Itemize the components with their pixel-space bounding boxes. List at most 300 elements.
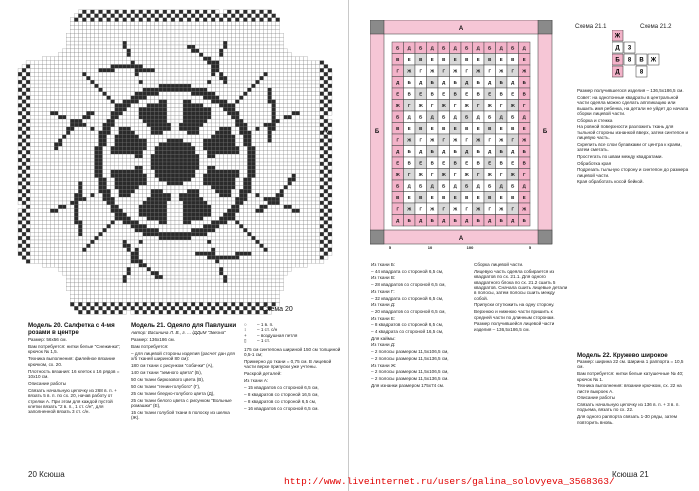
scale-tick: 5: [528, 245, 532, 250]
patch-letter: Е: [499, 194, 503, 200]
patch-letter: Е: [522, 125, 526, 131]
patch-letter: Д: [430, 114, 434, 120]
border-letter: Б: [374, 129, 380, 135]
text-line: Из ткани Д:: [371, 302, 396, 308]
patch-letter: Е: [465, 160, 469, 166]
patch-letter: Б: [522, 79, 526, 85]
border-letter: А: [458, 236, 464, 242]
patch-letter: Г: [488, 68, 491, 74]
quilt-corner: [538, 20, 552, 34]
patch-letter: Ж: [464, 102, 469, 108]
patch-letter: Б: [488, 183, 492, 189]
patch-letter: Е: [499, 56, 503, 62]
text-line: Совет: на однотонные квадраты в центральной части одеяла можно сделать аппликацию или вышить имя ребенка, на детали не уйдет до начала сборки лицевой части.: [577, 94, 689, 116]
patch-letter: Д: [396, 217, 400, 223]
patch-letter: Г: [396, 206, 399, 212]
patch-letter: Г: [419, 206, 422, 212]
patch-letter: Ж: [522, 68, 527, 74]
text-line: – 8 квадратов со стороной 6,5 см,: [371, 322, 444, 328]
legend-symbol: ▯: [244, 338, 247, 344]
text-line: 25 см ткани бледно-голубого цвета (Д),: [131, 390, 215, 396]
patch-letter: Г: [442, 68, 445, 74]
patch-letter: Г: [511, 68, 514, 74]
patch-letter: Б: [442, 183, 446, 189]
patch-letter: Б: [476, 79, 480, 85]
patch-letter: Г: [500, 102, 503, 108]
patch-letter: Б: [430, 79, 434, 85]
text-line: Припуски отутюжить на одну сторону.: [474, 302, 555, 308]
text-line: 175 см синтепона шириной 150 см толщиной 0,5-1 см;: [244, 346, 341, 358]
patch-letter: Г: [419, 68, 422, 74]
patch-letter: Б: [476, 217, 480, 223]
patch-letter: Г: [408, 102, 411, 108]
patch-letter: Ж: [453, 68, 458, 74]
block-letter: 8: [627, 57, 632, 64]
patch-letter: Ж: [510, 102, 515, 108]
article-title: Модель 22. Кружево широкое: [577, 352, 668, 359]
patch-letter: В: [465, 194, 469, 200]
patch-letter: Б: [511, 183, 515, 189]
patch-letter: Г: [523, 102, 526, 108]
text-line: Для одного раппорта связать 1-30 ряды, затем повторить вновь.: [577, 414, 677, 425]
text-line: Размер получившейся лицевой части изделия – 136,5х186,5 см.: [474, 321, 555, 332]
text-line: Техника выполнения: вязание крючком, сх. 22 на листе выкроек А.: [577, 383, 682, 394]
scheme-21-2-label: Схема 21.2: [640, 24, 672, 30]
text-line: Верхнюю и нижнюю части пришить к средней части по длинным сторонам.: [474, 309, 555, 320]
patch-letter: Ж: [407, 68, 412, 74]
patch-letter: В: [453, 91, 457, 97]
patch-letter: Б: [407, 148, 411, 154]
patch-letter: В: [442, 56, 446, 62]
text-line: Скрепить все слои булавками от центра к краям, затем сметать.: [577, 141, 682, 153]
patch-letter: Ж: [499, 137, 504, 143]
patch-letter: Б: [407, 217, 411, 223]
block-letter: 3: [627, 45, 632, 52]
quilt-corner: [538, 230, 552, 244]
text-line: – 2 полосы размером 11,5х136,5 см.: [371, 375, 449, 381]
text-line: Примерно до ткани = 0,75 см. В лицевой части верхе припуски уже учтены.: [244, 358, 332, 370]
patch-letter: В: [511, 56, 515, 62]
patch-letter: В: [511, 194, 515, 200]
patch-letter: Б: [453, 217, 457, 223]
block-letter: Д: [615, 45, 620, 52]
patch-letter: Ж: [476, 137, 481, 143]
patch-letter: Б: [407, 79, 411, 85]
patch-letter: Е: [465, 91, 469, 97]
patch-letter: Д: [407, 183, 411, 189]
patch-letter: В: [488, 125, 492, 131]
patch-letter: Б: [396, 114, 400, 120]
patch-letter: Е: [419, 160, 423, 166]
patch-letter: Е: [488, 91, 492, 97]
patch-letter: Е: [407, 125, 411, 131]
patch-letter: Е: [453, 56, 457, 62]
text-line: На ровной поверхности разложить ткань для тыльной стороны изнанкой вверх, затем синтепон и лицевую часть.: [577, 124, 689, 141]
source-watermark: http://www.liveinternet.ru/users/galina_solovyeva_3568363/: [284, 476, 615, 487]
patch-letter: Ж: [499, 206, 504, 212]
article-model-21: [131, 322, 239, 472]
text-line: Связать начальную цепочку из 136 в. п. + 3 в. п. подъема, вязать по сх. 22.: [577, 402, 680, 413]
legend-text: – воздушная петля: [257, 332, 298, 338]
patch-letter: Б: [476, 148, 480, 154]
patch-letter: Б: [442, 45, 446, 51]
patch-letter: В: [419, 194, 423, 200]
article-title: Модель 20. Салфетка с 4-мя розами в центре: [28, 322, 115, 336]
text-line: Для изнанки размером 175х74 см.: [371, 382, 445, 388]
patch-letter: Ж: [476, 68, 481, 74]
text-line: Лицевую часть одеяла собирается из квадратов по сх. 21.1. Для одного квадратного блока по сх. 21.2 сшить 5 квадратов. Сначала сшить лицевые детали в полосы, затем полосы сшить между собой.: [474, 268, 568, 301]
patch-letter: Г: [477, 171, 480, 177]
article-author: Автор: Васинина Л. В., г. ... /ДДиМ "Звезна": [131, 330, 226, 335]
patch-letter: Д: [396, 79, 400, 85]
block-letter: Ж: [650, 57, 657, 64]
text-line: 140 см ткани "земного цвета" (Б),: [131, 369, 203, 375]
patch-letter: Е: [522, 56, 526, 62]
patch-letter: Д: [476, 114, 480, 120]
patch-letter: Е: [396, 160, 400, 166]
patch-letter: Ж: [453, 137, 458, 143]
patch-letter: В: [499, 91, 503, 97]
patch-letter: Д: [499, 183, 503, 189]
assembly-text: [474, 262, 570, 467]
patch-letter: Ж: [418, 171, 423, 177]
patch-letter: В: [419, 56, 423, 62]
patch-letter: Д: [511, 148, 515, 154]
patch-letter: Ж: [441, 171, 446, 177]
text-line: – 2 полосы размером 11,5х106,5 см,: [371, 369, 449, 375]
patch-letter: Ж: [441, 102, 446, 108]
patch-letter: Ж: [464, 171, 469, 177]
patch-letter: Б: [430, 148, 434, 154]
text-line: 50 см ткани "гении-голубого" (Г),: [131, 383, 201, 389]
patch-letter: Б: [442, 114, 446, 120]
patch-letter: Б: [453, 148, 457, 154]
patch-letter: Д: [442, 79, 446, 85]
patch-letter: Д: [430, 183, 434, 189]
patch-letter: Д: [499, 114, 503, 120]
patch-letter: Г: [431, 171, 434, 177]
patch-letter: Д: [419, 79, 423, 85]
patch-letter: Б: [465, 114, 469, 120]
patch-letter: Ж: [453, 206, 458, 212]
left-page: [0, 0, 349, 491]
patch-letter: Ж: [418, 102, 423, 108]
patch-letter: Б: [465, 45, 469, 51]
text-line: Из ткани Ж:: [371, 362, 397, 368]
patch-letter: Е: [419, 91, 423, 97]
patch-letter: В: [522, 91, 526, 97]
quilt-diagram: [370, 20, 572, 250]
patch-letter: Е: [522, 194, 526, 200]
text-line: – 20 квадратов со стороной 6,5 см,: [371, 308, 446, 314]
patch-letter: Е: [476, 194, 480, 200]
patch-letter: Д: [419, 217, 423, 223]
patch-letter: Б: [430, 217, 434, 223]
text-line: Сборка и стежка: [577, 117, 613, 123]
chart-legend: [244, 322, 344, 344]
patch-letter: Е: [430, 194, 434, 200]
patch-letter: Ж: [522, 206, 527, 212]
block-letter: В: [639, 57, 644, 64]
patch-letter: Д: [407, 45, 411, 51]
article-model-20: [28, 322, 124, 472]
patch-letter: Г: [431, 102, 434, 108]
patch-letter: Б: [453, 79, 457, 85]
text-line: Техника выполнения: филейное вязание крючком, сх. 20.: [28, 356, 116, 367]
text-line: – 8 квадратов со стороной 16,5 см,: [244, 391, 319, 397]
patch-letter: Е: [430, 56, 434, 62]
patch-letter: Д: [522, 183, 526, 189]
cutting-list: [371, 262, 465, 467]
patch-letter: Б: [396, 45, 400, 51]
text-line: – 4 квадрата со стороной 16,5 см,: [371, 329, 444, 335]
text-line: Сборка лицевой части.: [474, 262, 524, 267]
article-body: [244, 347, 344, 412]
patch-letter: Е: [407, 194, 411, 200]
patch-letter: Е: [499, 125, 503, 131]
patch-letter: Ж: [430, 206, 435, 212]
patch-letter: В: [476, 160, 480, 166]
patch-letter: Б: [522, 217, 526, 223]
legend-symbol: ○: [244, 322, 247, 327]
text-line: Связать начальную цепочку из 268 в. п. + вязать 5 в. п. по сх. 20, начав работу от стрелки А. При этом для каждой пустой клетки вязать "2 в. п., 1 ст. с/н", для заполненной вязать 3 ст. с/н.: [28, 387, 117, 415]
legend-symbol: ↕: [244, 327, 247, 333]
scale-tick: 5: [388, 245, 392, 250]
patch-letter: Б: [419, 45, 423, 51]
article-title: Модель 21. Одеяло для Павлушки: [131, 322, 237, 329]
patch-letter: Д: [453, 45, 457, 51]
border-letter: Б: [542, 129, 548, 135]
patch-letter: Г: [454, 171, 457, 177]
patch-letter: В: [419, 125, 423, 131]
block-letter: 8: [639, 69, 644, 76]
start-arrow-label: А: [322, 126, 329, 136]
patch-letter: Е: [488, 160, 492, 166]
patch-letter: Е: [511, 160, 515, 166]
patch-letter: Б: [419, 114, 423, 120]
scale-tick: 10: [427, 245, 433, 250]
legend-symbol: +: [244, 332, 247, 338]
patch-letter: Ж: [430, 137, 435, 143]
patch-letter: Д: [465, 148, 469, 154]
patch-letter: Д: [499, 45, 503, 51]
patch-letter: Г: [488, 206, 491, 212]
text-line: Вам потребуется:: [131, 343, 169, 349]
patch-letter: Ж: [395, 171, 400, 177]
patch-letter: Е: [476, 56, 480, 62]
patch-letter: Б: [499, 217, 503, 223]
patch-letter: Д: [522, 114, 526, 120]
patch-letter: В: [430, 160, 434, 166]
patch-letter: Д: [465, 79, 469, 85]
patch-letter: В: [465, 125, 469, 131]
text-line: Подрезать тыльную сторону и синтепон до размера лицевой части.: [577, 167, 689, 178]
patch-letter: Д: [396, 148, 400, 154]
block-letter: Ж: [614, 33, 621, 40]
page-number-right: Ксюша 21: [612, 470, 649, 479]
patch-letter: Г: [511, 137, 514, 143]
scale-tick: 100: [466, 245, 474, 250]
legend-text: – 1 ст.: [257, 338, 270, 344]
text-line: Описание работы: [28, 380, 67, 386]
patch-letter: Ж: [395, 102, 400, 108]
patch-letter: Е: [511, 91, 515, 97]
article-model-22: [577, 352, 689, 470]
patch-letter: Г: [408, 171, 411, 177]
text-line: Из ткани Б:: [371, 262, 396, 267]
chart-cells: [18, 10, 332, 314]
text-line: Края обработать косой бейкой.: [577, 179, 644, 185]
patch-letter: В: [396, 194, 400, 200]
patch-letter: В: [465, 56, 469, 62]
text-line: – 15 квадратов со стороной 6,5 см,: [244, 385, 319, 391]
patch-letter: В: [511, 125, 515, 131]
patch-letter: Е: [442, 160, 446, 166]
text-line: Раскрой деталей:: [244, 371, 282, 377]
text-line: 180 см ткани с рисунком "собачки" (А),: [131, 363, 214, 369]
text-line: – 2 полосы размером 11,5х136,5 см,: [371, 355, 449, 361]
text-line: 25 см ткани белого цвета с рисунком "Вольные ромашки" (Е),: [131, 397, 232, 408]
quilt-layout: [370, 20, 572, 250]
patch-letter: Д: [488, 217, 492, 223]
patch-letter: В: [396, 125, 400, 131]
patch-letter: Б: [465, 183, 469, 189]
patch-letter: Г: [523, 171, 526, 177]
patch-letter: В: [430, 91, 434, 97]
text-line: Размер: 136х186 см.: [131, 336, 175, 342]
patch-letter: Ж: [476, 206, 481, 212]
text-line: Размер получившегося изделия – 136,5х186,5 см.: [577, 88, 684, 93]
quilt-corner: [370, 20, 384, 34]
patch-letter: Б: [488, 114, 492, 120]
patch-letter: Г: [465, 206, 468, 212]
text-line: Вам потребуется: нитки белые "Снежинка"; крючок № 1,5.: [28, 343, 121, 355]
text-line: Размер: 56х56 см.: [28, 337, 67, 342]
patch-letter: Д: [488, 148, 492, 154]
patch-letter: Д: [476, 183, 480, 189]
patch-letter: Д: [465, 217, 469, 223]
block-letter: Б: [615, 57, 620, 64]
patch-letter: Е: [453, 125, 457, 131]
patch-letter: В: [488, 194, 492, 200]
patch-letter: Г: [442, 206, 445, 212]
patch-letter: Е: [407, 56, 411, 62]
text-line: Описание работы: [577, 395, 616, 401]
text-line: – 44 квадрата со стороной 6,5 см,: [371, 268, 444, 274]
patch-letter: Д: [476, 45, 480, 51]
article-continued: [244, 322, 344, 472]
text-line: – 32 квадрата со стороной 6,5 см,: [371, 295, 444, 301]
patch-letter: В: [488, 56, 492, 62]
text-line: Плотность вязания: 16 клеток х 16 рядов = 10х10 см.: [28, 368, 120, 379]
patch-letter: В: [407, 160, 411, 166]
patch-letter: Е: [453, 194, 457, 200]
text-line: 15 см ткани голубой ткани в полоску из шелка (Ж).: [131, 409, 230, 421]
border-letter: А: [458, 26, 464, 32]
patch-letter: Г: [396, 137, 399, 143]
text-line: Из ткани В:: [371, 275, 396, 281]
quilt-corner: [370, 230, 384, 244]
patch-letter: Д: [430, 45, 434, 51]
patch-letter: Б: [396, 183, 400, 189]
patch-letter: Д: [407, 114, 411, 120]
patch-letter: Е: [430, 125, 434, 131]
patch-letter: В: [522, 160, 526, 166]
patch-letter: Ж: [487, 102, 492, 108]
patch-letter: В: [442, 125, 446, 131]
patch-letter: Б: [499, 148, 503, 154]
patch-letter: В: [442, 194, 446, 200]
text-line: 50 см ткани бирюзового цвета (В),: [131, 376, 205, 382]
patch-letter: Ж: [407, 137, 412, 143]
patch-letter: Е: [442, 91, 446, 97]
patch-letter: Д: [511, 217, 515, 223]
patch-letter: Б: [522, 148, 526, 154]
patch-letter: В: [476, 91, 480, 97]
patch-letter: В: [453, 160, 457, 166]
patch-letter: Ж: [407, 206, 412, 212]
patch-letter: Д: [511, 79, 515, 85]
patch-letter: В: [396, 56, 400, 62]
patch-letter: Г: [442, 137, 445, 143]
article-body: [131, 337, 239, 421]
scheme-21-1-label: Схема 21.1: [575, 24, 607, 30]
crochet-grid: [14, 6, 336, 318]
text-line: Из ткани Г:: [371, 288, 395, 294]
legend-text: – 1 ст. с/н: [257, 327, 278, 333]
patch-letter: Ж: [510, 171, 515, 177]
patch-letter: Е: [396, 91, 400, 97]
patch-letter: Г: [396, 68, 399, 74]
article-body: [28, 337, 124, 415]
text-line: Вам потребуется: нитки белые катушечные № 40; крючок № 1.: [577, 371, 684, 382]
patch-letter: Г: [465, 137, 468, 143]
text-line: Размер: ширина 22 см. Ширина 1 раппорта = 10,5 см.: [577, 359, 684, 370]
patch-letter: В: [407, 91, 411, 97]
patch-letter: Ж: [487, 171, 492, 177]
patch-letter: Ж: [522, 137, 527, 143]
text-line: Для каймы:: [371, 335, 396, 341]
patch-letter: Г: [511, 206, 514, 212]
text-line: – для лицевой стороны изделия (расчет дан для х/б тканей шириной 80 см):: [131, 350, 235, 362]
patch-letter: Г: [465, 68, 468, 74]
text-line: Обработка края: [577, 160, 612, 166]
text-line: Простегать по швам между квадратами.: [577, 153, 663, 159]
patch-letter: Б: [488, 45, 492, 51]
patch-letter: В: [499, 160, 503, 166]
patch-letter: Д: [453, 183, 457, 189]
patch-letter: Б: [511, 45, 515, 51]
patch-letter: Г: [477, 102, 480, 108]
patch-letter: Б: [511, 114, 515, 120]
patch-letter: Г: [500, 171, 503, 177]
legend-text: – 1 в. п.: [257, 322, 274, 327]
page-number-left: 20 Ксюша: [28, 470, 65, 479]
legend-item: [244, 338, 344, 343]
patch-letter: Г: [454, 102, 457, 108]
patch-letter: Д: [419, 148, 423, 154]
block-scheme: [612, 30, 662, 78]
patch-letter: Ж: [499, 68, 504, 74]
patch-letter: Б: [499, 79, 503, 85]
patch-letter: Д: [453, 114, 457, 120]
block-letter: Д: [615, 69, 620, 76]
patch-letter: Б: [419, 183, 423, 189]
text-line: – 16 квадратов со стороной 6,5 см.: [244, 405, 319, 411]
patch-letter: Г: [419, 137, 422, 143]
patch-letter: Д: [442, 217, 446, 223]
patch-letter: Е: [476, 125, 480, 131]
